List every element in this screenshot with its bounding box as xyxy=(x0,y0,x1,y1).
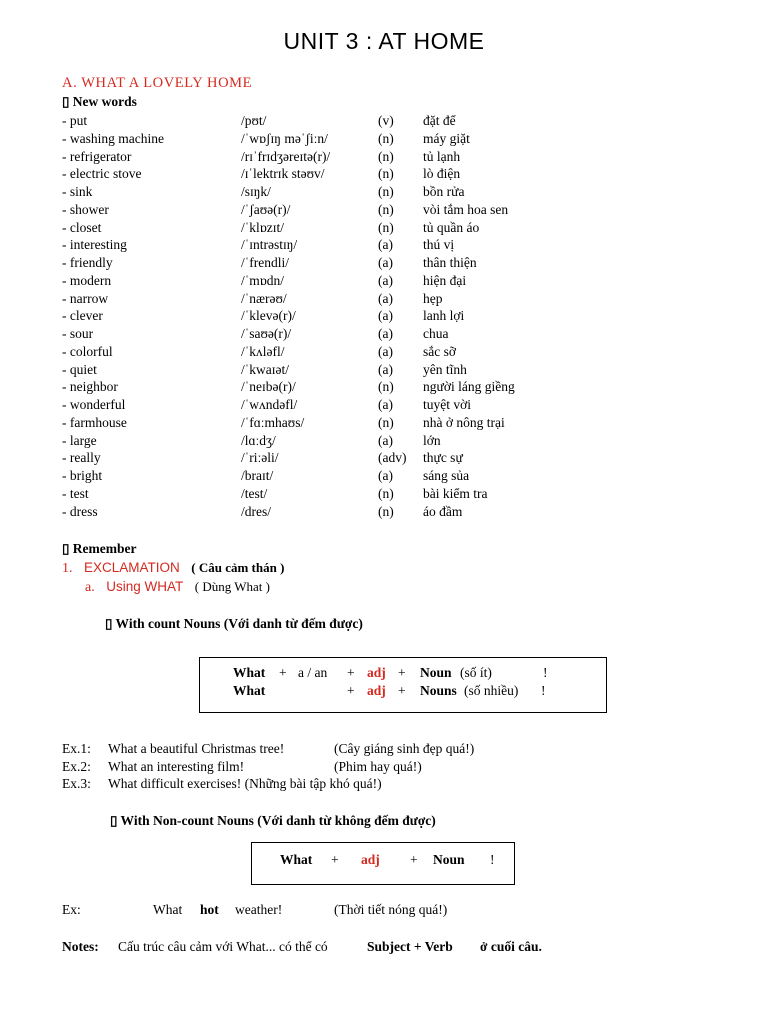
vocab-ipa: /ˈriːəli/ xyxy=(241,450,279,466)
vocab-ipa: /pʊt/ xyxy=(241,113,267,128)
vocab-word: - quiet xyxy=(62,361,97,377)
vocab-word: - bright xyxy=(62,468,103,483)
section-heading-a: A. WHAT A LOVELY HOME xyxy=(62,75,253,91)
vocab-meaning: tủ lạnh xyxy=(423,148,461,164)
vocab-ipa: /ˈkwaɪət/ xyxy=(241,361,289,377)
exclamation-subtitle: ( Câu cảm thán ) xyxy=(191,560,285,575)
vocab-word: - closet xyxy=(62,219,102,235)
using-what-letter: a. xyxy=(85,580,95,595)
vocab-word: - narrow xyxy=(62,290,109,306)
box1-plus: + xyxy=(279,665,287,680)
count-nouns-heading: ▯ With count Nouns (Với danh từ đếm được) xyxy=(105,616,363,631)
using-what-label: Using WHAT xyxy=(106,579,184,594)
vocab-word: - dress xyxy=(62,503,98,519)
vocab-ipa: /ˈmɒdn/ xyxy=(241,272,285,288)
vocab-pos: (a) xyxy=(378,326,393,341)
vocab-meaning: bài kiểm tra xyxy=(423,485,488,501)
vocab-meaning: sáng sủa xyxy=(423,468,470,483)
example-label: Ex: xyxy=(62,902,81,917)
vocab-meaning: đặt để xyxy=(423,113,456,128)
vocab-word: - washing machine xyxy=(62,130,164,146)
vocab-word: - electric stove xyxy=(62,166,142,182)
vocab-pos: (a) xyxy=(378,308,393,324)
vocab-pos: (n) xyxy=(378,184,394,199)
vocab-meaning: bồn rửa xyxy=(423,184,465,199)
example-row xyxy=(62,759,722,777)
notes xyxy=(62,939,742,957)
vocab-ipa: /test/ xyxy=(241,485,268,501)
example-english: What an interesting film! xyxy=(108,758,245,774)
vocab-pos: (n) xyxy=(378,503,394,519)
vocab-pos: (a) xyxy=(378,290,393,306)
vocab-word: - friendly xyxy=(62,255,113,270)
exclamation-heading xyxy=(62,560,284,577)
vocab-word: - interesting xyxy=(62,237,127,253)
vocab-meaning: nhà ở nông trại xyxy=(423,414,505,430)
vocab-pos: (n) xyxy=(378,485,394,501)
vocab-word: - farmhouse xyxy=(62,414,127,430)
formula-box-non-count xyxy=(251,842,515,885)
vocab-ipa: /braɪt/ xyxy=(241,468,274,483)
box1-noun: Noun xyxy=(420,665,452,680)
vocab-meaning: thân thiện xyxy=(423,255,477,270)
box1-adj: adj xyxy=(367,665,386,680)
using-what-subtitle: ( Dùng What ) xyxy=(194,579,270,594)
box1-note: (số ít) xyxy=(460,665,492,680)
example-hot: hot xyxy=(200,902,219,917)
vocab-word: - colorful xyxy=(62,343,113,359)
vocab-pos: (adv) xyxy=(378,450,407,466)
new-words-heading: ▯ New words xyxy=(62,94,137,109)
box1-plus: + xyxy=(347,665,355,680)
vocab-pos: (n) xyxy=(378,379,394,395)
vocab-ipa: /rɪˈfrɪdʒəreɪtə(r)/ xyxy=(241,148,331,164)
vocab-ipa: /ˈfrendli/ xyxy=(241,255,289,270)
vocab-word: - modern xyxy=(62,272,112,288)
vocab-pos: (n) xyxy=(378,130,394,146)
vocab-meaning: áo đầm xyxy=(423,503,463,519)
vocab-meaning: lò điện xyxy=(423,166,461,182)
vocab-ipa: /lɑːdʒ/ xyxy=(241,432,276,448)
vocab-pos: (a) xyxy=(378,343,393,359)
vocab-pos: (v) xyxy=(378,113,394,128)
box1-bang: ! xyxy=(543,665,548,680)
example-row xyxy=(62,776,722,794)
notes-bold: Subject + Verb xyxy=(367,939,453,954)
vocab-ipa: /ˈʃaʊə(r)/ xyxy=(241,201,291,217)
box1-adj: adj xyxy=(367,683,386,698)
vocab-pos: (a) xyxy=(378,432,393,448)
vocab-word: - refrigerator xyxy=(62,148,132,164)
box2-plus: + xyxy=(331,852,339,867)
vocab-ipa: /ˈwʌndəfl/ xyxy=(241,397,298,412)
vocab-meaning: máy giặt xyxy=(423,130,470,146)
vocab-ipa: /ˈkʌləfl/ xyxy=(241,343,285,359)
using-what-heading xyxy=(85,579,270,596)
vocab-meaning: thực sự xyxy=(423,450,463,466)
example-vietnamese: (Phim hay quá!) xyxy=(334,758,422,774)
vocab-meaning: lớn xyxy=(423,432,441,448)
vocab-pos: (n) xyxy=(378,148,394,164)
vocab-pos: (n) xyxy=(378,201,394,217)
vocab-meaning: sắc sỡ xyxy=(423,343,457,359)
box1-nouns: Nouns xyxy=(420,683,457,698)
examples-block xyxy=(62,741,722,795)
vocab-word: - large xyxy=(62,432,97,448)
notes-end: ở cuối câu. xyxy=(480,939,542,954)
example-row xyxy=(62,741,722,759)
vocab-word: - really xyxy=(62,450,101,466)
vocab-pos: (a) xyxy=(378,361,393,377)
page-title: UNIT 3 : AT HOME xyxy=(283,28,485,54)
vocab-word: - shower xyxy=(62,201,109,217)
box1-plus: + xyxy=(398,683,406,698)
vocab-meaning: hiện đại xyxy=(423,272,467,288)
vocab-meaning: người láng giềng xyxy=(423,379,515,395)
vocab-meaning: chua xyxy=(423,326,449,341)
vocab-meaning: tủ quần áo xyxy=(423,219,480,235)
box2-noun: Noun xyxy=(433,852,465,867)
vocab-ipa: /ˈɪntrəstɪŋ/ xyxy=(241,237,298,253)
vocab-ipa: /ˈklevə(r)/ xyxy=(241,308,296,324)
box1-what: What xyxy=(233,665,266,680)
box2-plus: + xyxy=(410,852,418,867)
vocab-ipa: /ˈfɑːmhaʊs/ xyxy=(241,414,305,430)
vocab-ipa: /ˈwɒʃɪŋ məˈʃiːn/ xyxy=(241,130,328,146)
vocab-pos: (a) xyxy=(378,397,393,412)
notes-label: Notes: xyxy=(62,939,99,954)
non-count-nouns-heading: ▯ With Non-count Nouns (Với danh từ không đếm được) xyxy=(110,813,436,828)
vocab-ipa: /ˈnærəʊ/ xyxy=(241,290,287,306)
exclamation-number: 1. xyxy=(62,561,73,576)
vocab-word: - neighbor xyxy=(62,379,118,395)
example-what: What xyxy=(153,902,183,917)
vocab-meaning: lanh lợi xyxy=(423,308,465,324)
vocab-meaning: thú vị xyxy=(423,237,455,253)
vocab-meaning: yên tĩnh xyxy=(423,361,467,377)
vocab-ipa: /sɪŋk/ xyxy=(241,184,271,199)
vocab-word: - sour xyxy=(62,326,94,341)
vocab-pos: (n) xyxy=(378,166,394,182)
vocab-word: - put xyxy=(62,113,88,128)
example-label: Ex.3: xyxy=(62,776,91,791)
vocab-word: - sink xyxy=(62,184,93,199)
notes-text: Cấu trúc câu cảm với What... có thể có xyxy=(118,939,328,954)
vocab-ipa: /ˈneɪbə(r)/ xyxy=(241,379,296,395)
vocab-pos: (a) xyxy=(378,272,393,288)
example-label: Ex.1: xyxy=(62,741,91,756)
vocab-ipa: /ɪˈlektrɪk stəʊv/ xyxy=(241,166,325,182)
remember-heading: ▯ Remember xyxy=(62,541,137,556)
example-non-count xyxy=(62,902,662,920)
box1-bang: ! xyxy=(541,683,546,698)
vocab-word: - wonderful xyxy=(62,397,126,412)
example-english: What difficult exercises! (Những bài tập khó quá!) xyxy=(108,776,382,791)
example-label: Ex.2: xyxy=(62,758,91,774)
box1-what: What xyxy=(233,683,266,698)
example-vietnamese: (Cây giáng sinh đẹp quá!) xyxy=(334,741,475,756)
vocab-ipa: /dres/ xyxy=(241,503,271,519)
vocab-word: - clever xyxy=(62,308,103,324)
example-english: What a beautiful Christmas tree! xyxy=(108,741,285,756)
vocab-ipa: /ˈsaʊə(r)/ xyxy=(241,326,292,341)
box2-bang: ! xyxy=(490,852,495,867)
vocab-pos: (a) xyxy=(378,255,393,270)
box1-plus: + xyxy=(398,665,406,680)
vocab-pos: (n) xyxy=(378,414,394,430)
vocab-ipa: /ˈklɒzɪt/ xyxy=(241,219,285,235)
formula-box-count xyxy=(199,657,607,713)
vocab-word: - test xyxy=(62,485,89,501)
vocab-pos: (n) xyxy=(378,219,394,235)
exclamation-label: EXCLAMATION xyxy=(84,560,180,575)
example-vietnamese: (Thời tiết nóng quá!) xyxy=(334,902,448,917)
box1-article: a / an xyxy=(298,665,328,680)
box1-plus: + xyxy=(347,683,355,698)
box2-what: What xyxy=(280,852,313,867)
vocab-meaning: hẹp xyxy=(423,290,443,306)
vocab-pos: (a) xyxy=(378,468,393,483)
box1-note: (số nhiều) xyxy=(464,683,519,698)
vocab-meaning: tuyệt vời xyxy=(423,397,472,412)
example-weather: weather! xyxy=(235,902,283,917)
vocab-meaning: vòi tắm hoa sen xyxy=(423,201,509,217)
vocab-pos: (a) xyxy=(378,237,393,253)
box2-adj: adj xyxy=(361,852,380,867)
